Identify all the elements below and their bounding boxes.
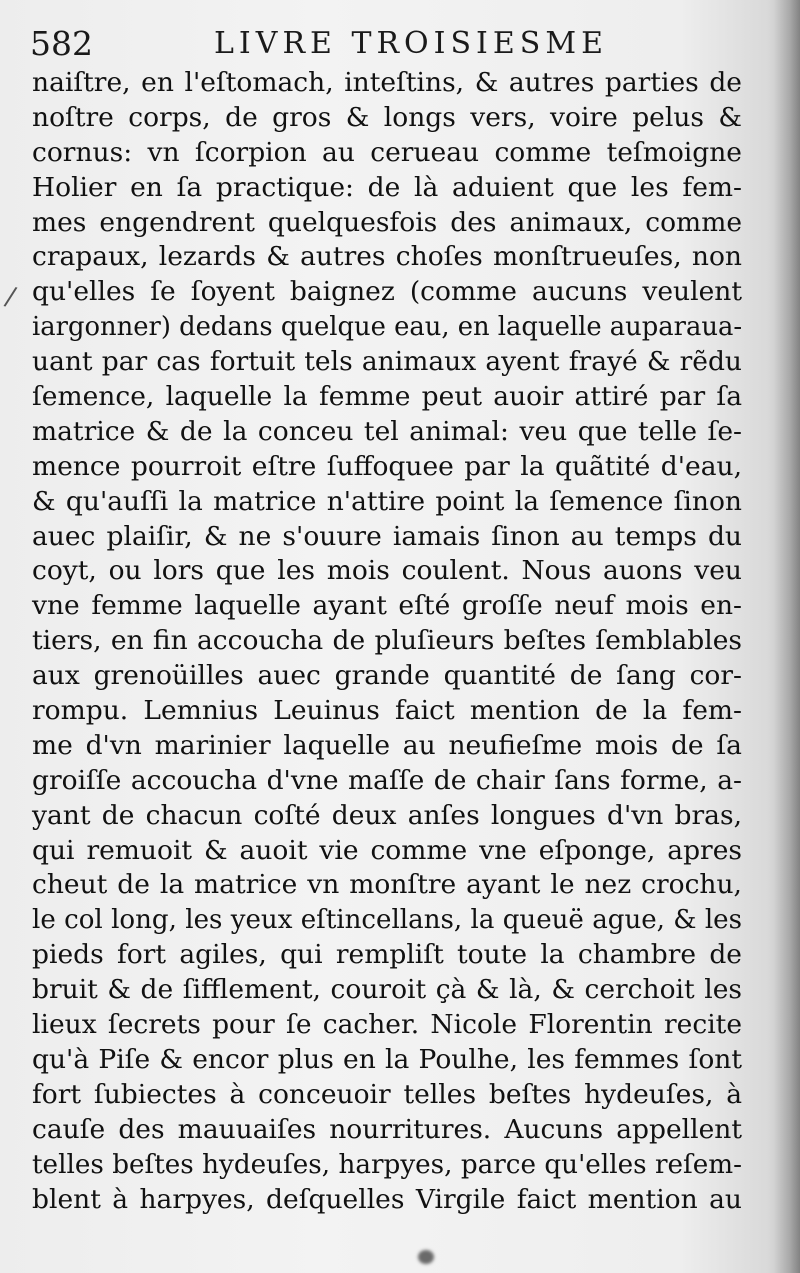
text-line: cheut de la matrice vn monſtre ayant le nez crochu, <box>32 869 742 901</box>
text-line: ſemence, laquelle la femme peut auoir attiré par ſa <box>32 381 742 413</box>
text-line: tiers, en fin accoucha de pluſieurs beſtes ſemblables <box>32 625 742 657</box>
text-line: mes engendrent quelquesfois des animaux, comme <box>32 206 742 238</box>
text-line: coyt, ou lors que les mois coulent. Nous auons veu <box>32 555 742 587</box>
text-line: groiſſe accoucha d'vne maſſe de chair ſans forme, a- <box>32 764 742 796</box>
text-line: rompu. Lemnius Leuinus faict mention de la fem- <box>32 695 742 727</box>
text-line: blent à harpyes, deſquelles Virgile faict mention au <box>32 1183 742 1215</box>
text-line: naiſtre, en l'eſtomach, inteſtins, & autres parties de <box>32 67 742 98</box>
text-line: & qu'auſſi la matrice n'attire point la ſemence ſinon <box>32 485 742 517</box>
text-line: cauſe des mauuaiſes nourritures. Aucuns appellent <box>32 1113 742 1145</box>
text-line: matrice & de la conceu tel animal: veu que telle ſe- <box>32 415 742 447</box>
text-line: aux grenoüilles auec grande quantité de ſang cor- <box>32 660 742 692</box>
text-line: uant par cas fortuit tels animaux ayent frayé & rẽdu <box>32 346 742 378</box>
text-line: qu'à Piſe & encor plus en la Poulhe, les femmes ſont <box>32 1043 742 1075</box>
page-header <box>30 22 770 66</box>
text-line: bruit & de ſifflement, couroit çà & là, & cerchoit les <box>32 974 742 1006</box>
body-text <box>32 66 742 1217</box>
text-line: fort ſubiectes à conceuoir telles beſtes hydeuſes, à <box>32 1078 742 1110</box>
text-line: iargonner) dedans quelque eau, en laquelle auparaua- <box>32 312 743 343</box>
text-line: mence pourroit eſtre ſuffoquee par la quãtité d'eau, <box>32 450 742 482</box>
running-title: LIVRE TROISIESME <box>214 26 608 61</box>
text-line: auec plaiſir, & ne s'ouure iamais ſinon au temps du <box>32 520 742 552</box>
text-line: telles beſtes hydeuſes, harpyes, parce qu'elles reſem- <box>32 1149 742 1180</box>
text-line: crapaux, lezards & autres choſes monſtrueuſes, non <box>32 241 742 273</box>
text-line: qu'elles ſe ſoyent baignez (comme aucuns veulent <box>32 276 742 308</box>
text-line: cornus: vn ſcorpion au cerueau comme teſmoigne <box>32 136 742 168</box>
text-line: Holier en ſa practique: de là aduient que les fem- <box>32 171 742 203</box>
page-gutter-shadow <box>774 0 800 1273</box>
text-line: me d'vn marinier laquelle au neufieſme mois de ſa <box>32 729 742 761</box>
text-line: qui remuoit & auoit vie comme vne eſponge, apres <box>32 834 742 866</box>
text-line: pieds fort agiles, qui rempliſt toute la chambre de <box>32 939 742 971</box>
ink-blot-ornament <box>418 1250 434 1264</box>
page-number: 582 <box>30 24 93 63</box>
text-line: noſtre corps, de gros & longs vers, voire pelus & <box>32 101 742 133</box>
text-line: vne femme laquelle ayant eſté groſſe neuf mois en- <box>32 590 742 622</box>
text-line: lieux ſecrets pour ſe cacher. Nicole Florentin recite <box>32 1009 742 1041</box>
margin-mark: / <box>2 281 19 313</box>
text-line: yant de chacun coſté deux anſes longues d'vn bras, <box>32 799 742 831</box>
text-line: le col long, les yeux eſtincellans, la queuë ague, & les <box>32 905 742 936</box>
